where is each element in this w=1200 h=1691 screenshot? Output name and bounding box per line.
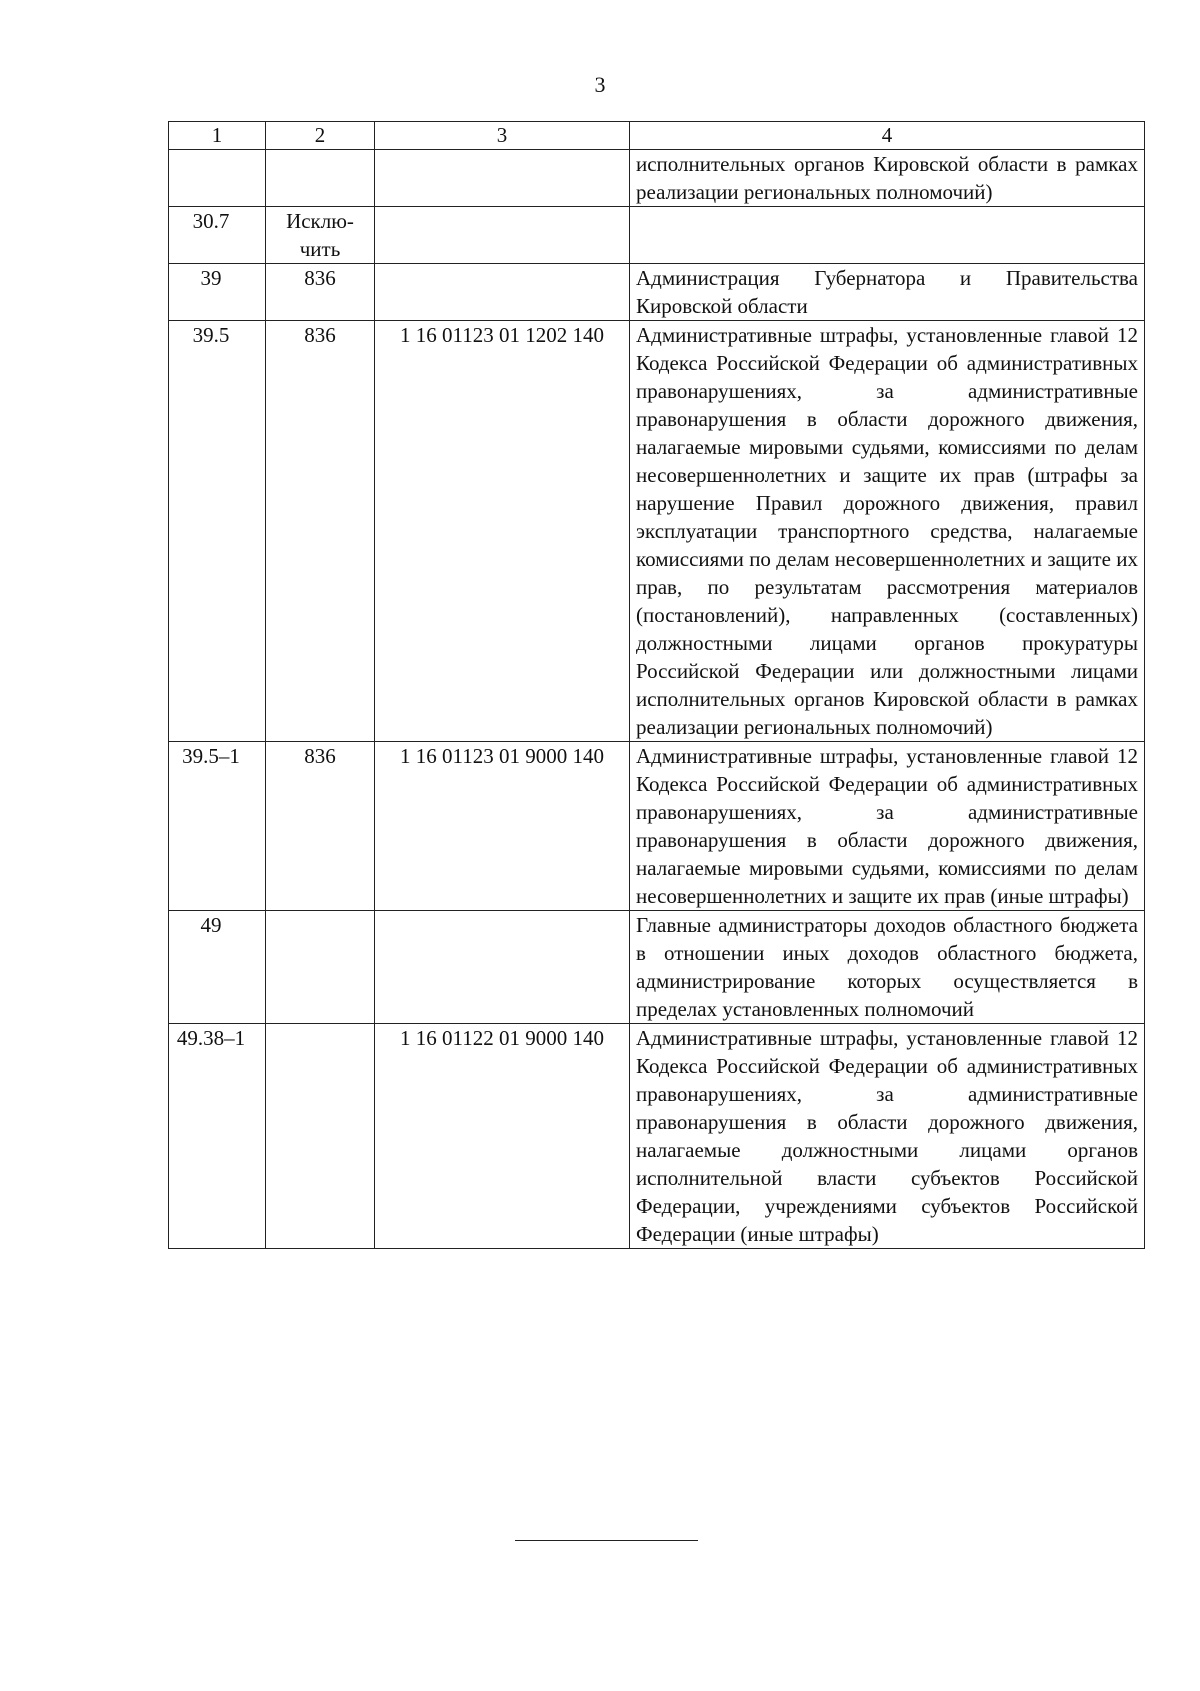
row-number: 49.38–1 [169, 1024, 266, 1249]
row-number [169, 150, 266, 207]
row-number: 49 [169, 911, 266, 1024]
row-number: 39.5 [169, 321, 266, 742]
table-row [169, 742, 1145, 911]
revenue-code: 1 16 01123 01 9000 140 [375, 742, 630, 911]
header-col-2: 2 [266, 122, 375, 150]
revenue-code: 1 16 01122 01 9000 140 [375, 1024, 630, 1249]
admin-code [266, 911, 375, 1024]
row-number: 39 [169, 264, 266, 321]
table-row [169, 207, 1145, 264]
row-number: 30.7 [169, 207, 266, 264]
revenue-code [375, 911, 630, 1024]
description: Администрация Губернатора и Правительства Кировской области [630, 264, 1145, 321]
admin-code: 836 [266, 264, 375, 321]
admin-code: 836 [266, 742, 375, 911]
revenue-code: 1 16 01123 01 1202 140 [375, 321, 630, 742]
header-col-4: 4 [630, 122, 1145, 150]
admin-code: Исклю-чить [266, 207, 375, 264]
description: Административные штрафы, установленные главой 12 Кодекса Российской Федерации об административных правонарушениях, за административные правонарушения в области дорожного движения, налагаемые должностными лицами органов исполнительной власти субъектов Российской Федерации, учреждениями субъектов Российской Федерации (иные штрафы) [630, 1024, 1145, 1249]
table-row [169, 264, 1145, 321]
table-row [169, 321, 1145, 742]
revenue-codes-table [168, 121, 1145, 1249]
description: Административные штрафы, установленные главой 12 Кодекса Российской Федерации об административных правонарушениях, за административные правонарушения в области дорожного движения, налагаемые мировыми судьями, комиссиями по делам несовершеннолетних и защите их прав (штрафы за нарушение Правил дорожного движения, правил эксплуатации транспортного средства, налагаемые комиссиями по делам несовершеннолетних и защите их прав, по результатам рассмотрения материалов (постановлений), направленных (составленных) должностными лицами органов прокуратуры Российской Федерации или должностными лицами исполнительных органов Кировской области в рамках реализации региональных полномочий) [630, 321, 1145, 742]
table-row [169, 1024, 1145, 1249]
revenue-code [375, 207, 630, 264]
description: исполнительных органов Кировской области в рамках реализации региональных полномочий) [630, 150, 1145, 207]
description: Административные штрафы, установленные главой 12 Кодекса Российской Федерации об административных правонарушениях, за административные правонарушения в области дорожного движения, налагаемые мировыми судьями, комиссиями по делам несовершеннолетних и защите их прав (иные штрафы) [630, 742, 1145, 911]
header-col-1: 1 [169, 122, 266, 150]
revenue-code [375, 264, 630, 321]
table-row [169, 911, 1145, 1024]
admin-code [266, 150, 375, 207]
admin-code [266, 1024, 375, 1249]
table-row [169, 150, 1145, 207]
header-col-3: 3 [375, 122, 630, 150]
description [630, 207, 1145, 264]
revenue-code [375, 150, 630, 207]
row-number: 39.5–1 [169, 742, 266, 911]
page-number: 3 [594, 72, 606, 97]
end-of-document-rule [515, 1540, 698, 1541]
description: Главные администраторы доходов областного бюджета в отношении иных доходов областного бюджета, администрирование которых осуществляется в пределах установленных полномочий [630, 911, 1145, 1024]
admin-code: 836 [266, 321, 375, 742]
table-header-row [169, 122, 1145, 150]
